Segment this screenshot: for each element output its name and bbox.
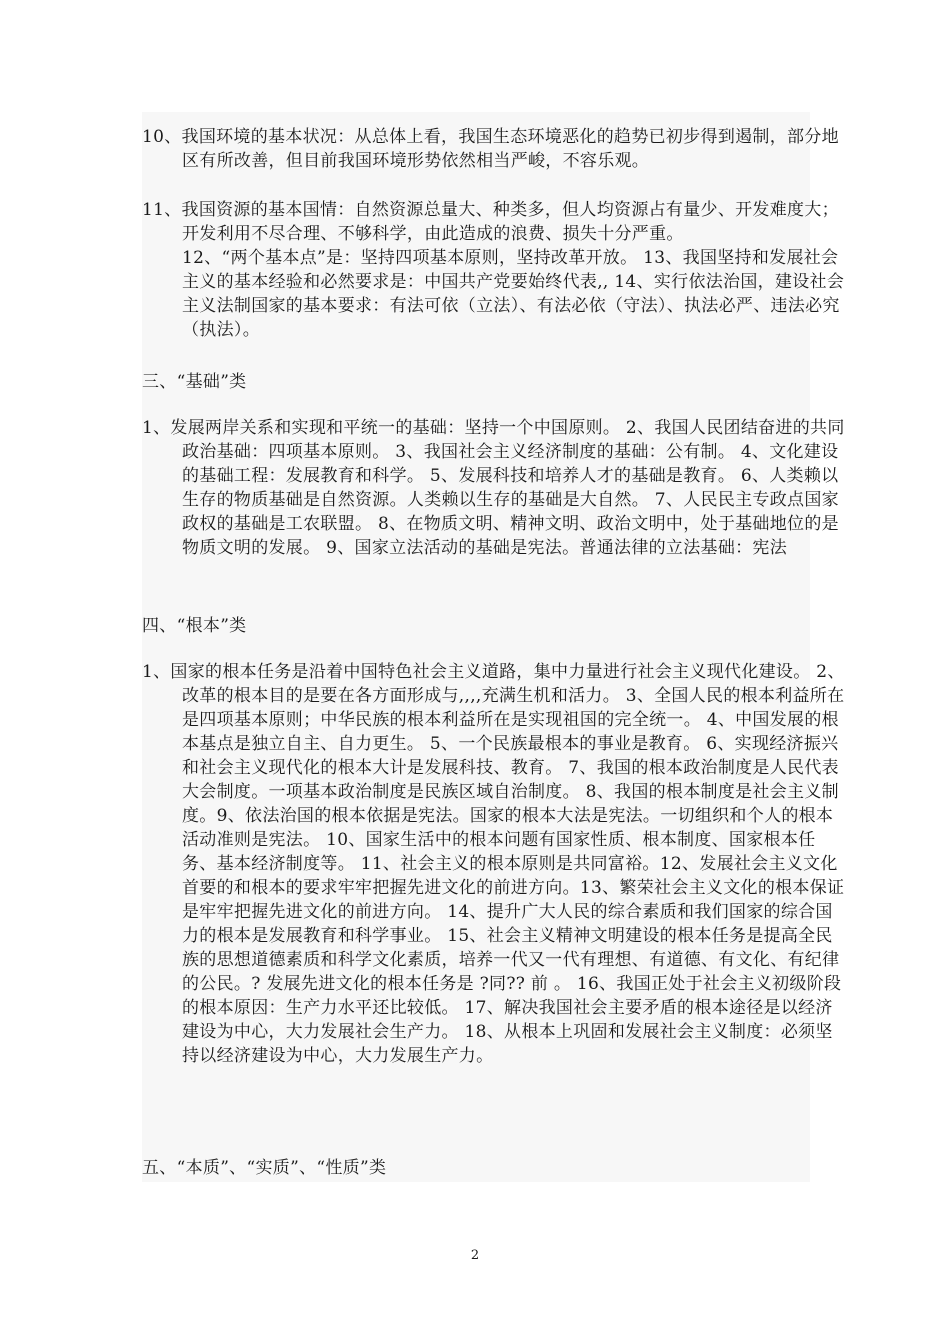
section-heading-essence: 五、“本质”、“实质”、“性质”类 xyxy=(142,1158,387,1178)
page-number: 2 xyxy=(470,1248,480,1263)
paragraph-foundation: 1、发展两岸关系和实现和平统一的基础：坚持一个中国原则。 2、我国人民团结奋进的共同政治基础：四项基本原则。 3、我国社会主义经济制度的基础：公有制。 4、文化建设的基础工程：发展教育和科学。 5、发展科技和培养人才的基础是教育。 6、人类赖以生存的物质基础是自然资源。人类赖以生存的基础是大自然。 7、人民民主专政点国家政权的基础是工农联盟。 8、在物质文明、精神文明、政治文明中，处于基础地位的是物质文明的发展。 9、国家立法活动的基础是宪法。普通法律的立法基础：宪法 xyxy=(142,418,845,558)
paragraph-resources: 11、我国资源的基本国情：自然资源总量大、种类多，但人均资源占有量少、开发难度大；开发利用不尽合理、不够科学，由此造成的浪费、损失十分严重。 xyxy=(142,200,839,244)
paragraph-environment: 10、我国环境的基本状况：从总体上看，我国生态环境恶化的趋势已初步得到遏制，部分地区有所改善，但目前我国环境形势依然相当严峻，不容乐观。 xyxy=(142,127,839,171)
section-heading-fundamental: 四、“根本”类 xyxy=(142,616,247,636)
section-heading-foundation: 三、“基础”类 xyxy=(142,372,247,392)
paragraph-fundamental: 1、国家的根本任务是沿着中国特色社会主义道路，集中力量进行社会主义现代化建设。 2、改革的根本目的是要在各方面形成与,,,,充满生机和活力。 3、全国人民的根本利益所在是四项基本原则；中华民族的根本利益所在是实现祖国的完全统一。 4、中国发展的根本基点是独立自主、自力更生。 5、一个民族最根本的事业是教育。 6、实现经济振兴和社会主义现代化的根本大计是发展科技、教育。 7、我国的根本政治制度是人民代表大会制度。一项基本政治制度是民族区域自治制度。 8、我国的根本制度是社会主义制度。9、依法治国的根本依据是宪法。国家的根本大法是宪法。一切组织和个人的根本活动准则是宪法。 10、国家生活中的根本问题有国家性质、根本制度、国家根本任务、基本经济制度等。 11、社会主义的根本原则是共同富裕。12、发展社会主义文化首要的和根本的要求牢牢把握先进文化的前进方向。13、繁荣社会主义文化的根本保证是牢牢把握先进文化的前进方向。 14、提升广大人民的综合素质和我们国家的综合国力的根本是发展教育和科学事业。 15、社会主义精神文明建设的根本任务是提高全民族的思想道德素质和科学文化素质，培养一代又一代有理想、有道德、有文化、有纪律的公民。? 发展先进文化的根本任务是 ?同?? 前 。 16、我国正处于社会主义初级阶段的根本原因：生产力水平还比较低。 17、解决我国社会主要矛盾的根本途径是以经济建设为中心，大力发展社会生产力。 18、从根本上巩固和发展社会主义制度：必须坚持以经济建设为中心，大力发展生产力。 xyxy=(142,662,845,1066)
document-body xyxy=(142,112,845,1182)
paragraph-basic-points: 12、“两个基本点”是：坚持四项基本原则，坚持改革开放。 13、我国坚持和发展社会主义的基本经验和必然要求是：中国共产党要始终代表,, 14、实行依法治国，建设社会主义法制国家的基本要求：有法可依（立法）、有法必依（守法）、执法必严、违法必究（执法）。 xyxy=(182,248,845,340)
